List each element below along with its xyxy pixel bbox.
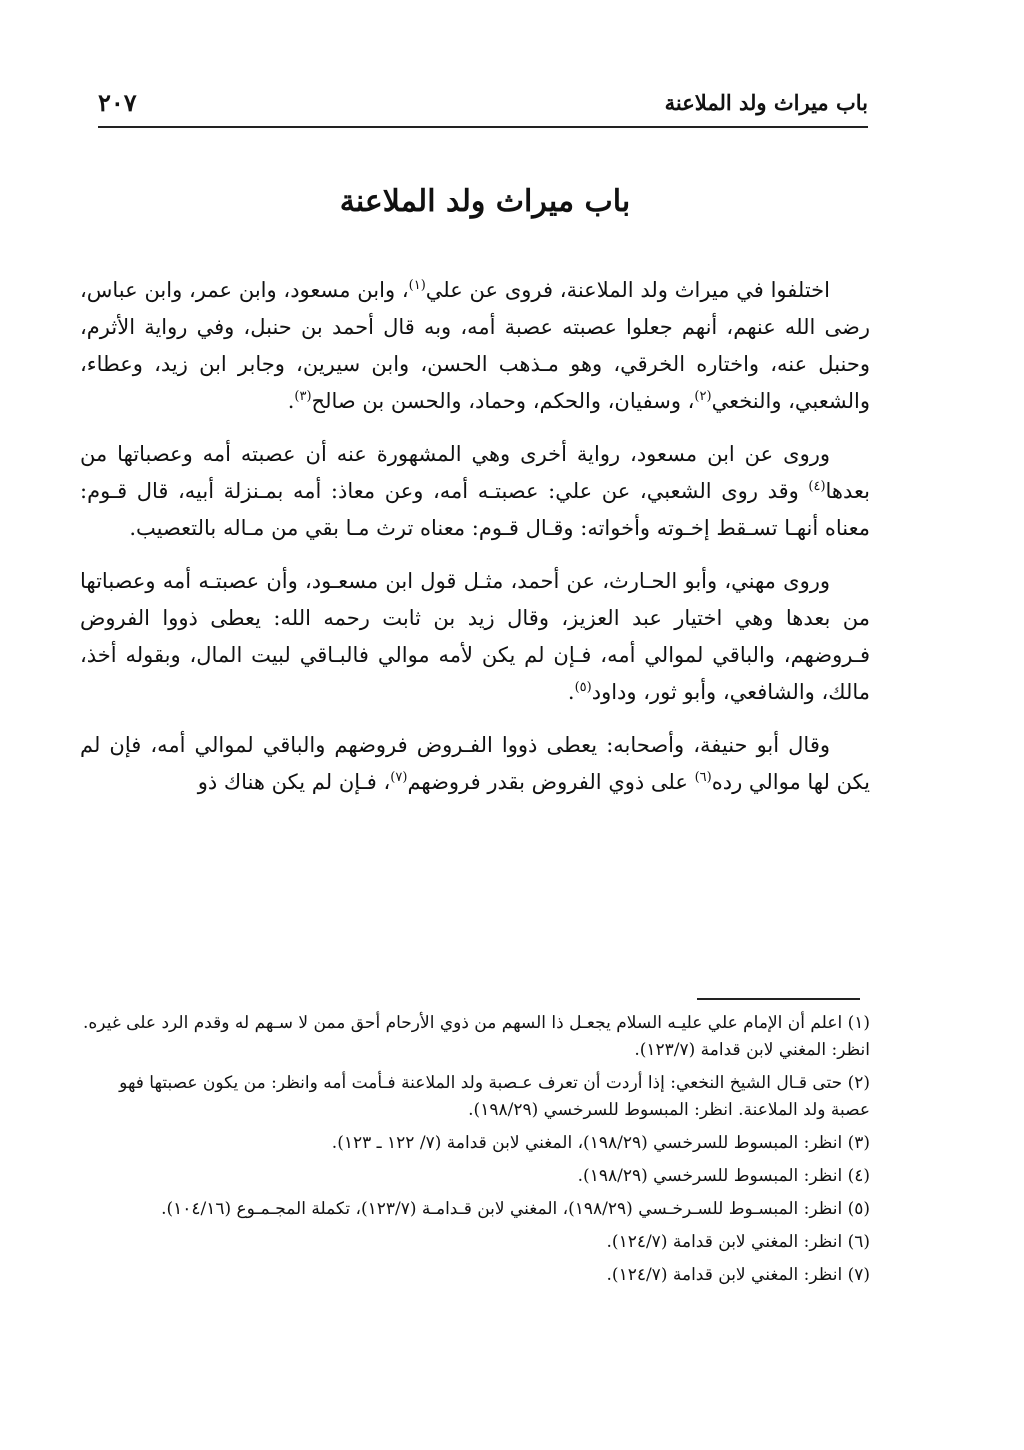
page-number: ٢٠٧ [98,88,137,117]
paragraph-text: اختلفوا في ميراث ولد الملاعنة، فروى عن علي [425,278,830,302]
footnote: (٦) انظر: المغني لابن قدامة (١٢٤/٧). [606,1232,870,1252]
paragraph-text: . [287,389,295,413]
paragraph-text: وقال أبو حنيفة، وأصحابه: يعطى ذووا الفـروض فروضهم والباقي لموالي أمه، فإن لم يكن لها موالي رده [80,733,870,794]
footnote-ref: (٣) [294,389,312,404]
paragraph-text: وقد روى الشعبي، عن علي: عصبتـه أمه، وعن معاذ: أمه بمـنزلة أبيه، قال قـوم: معناه أنهـا تسـقط إخـوته وأخواته: وقـال قـوم: معناه ترث مـا بقي من مـاله بالتعصيب. [80,479,870,540]
paragraph [80,727,870,801]
footnote: (١) اعلم أن الإمام علي عليـه السلام يجعـل ذا السهم من ذوي الأرحام أحق ممن لا سـهم له وقدم الرد على غيره. انظر: المغني لابن قدامة (١٢٣/٧). [83,1013,870,1060]
footnote-ref: (٦) [694,770,712,785]
paragraph-text: ، وابن مسعود، وابن عمر، وابن عباس، رضى الله عنهم، أنهم جعلوا عصبته عصبة أمه، وبه قال أحمد بن حنبل، وفي رواية الأثرم، وحنبل عنه، واختاره الخرقي، وهو مـذهب الحسن، وابن سيرين، وجابر ابن زيد، وعطاء، والشعبي، والنخعي [80,278,870,413]
footnote: (٥) انظر: المبسـوط للسـرخـسي (١٩٨/٢٩)، المغني لابن قـدامـة (١٢٣/٧)، تكملة المجـمـوع (١٠٤/١٦). [161,1199,870,1219]
footnote: (٤) انظر: المبسوط للسرخسي (١٩٨/٢٩). [577,1166,870,1186]
footnotes [80,1010,870,1295]
page-header [98,82,868,128]
footnote-ref: (١) [408,278,426,293]
footnote-ref: (٢) [694,389,712,404]
footnote: (٧) انظر: المغني لابن قدامة (١٢٤/٧). [606,1265,870,1285]
paragraph-text: ، وسفيان، والحكم، وحماد، والحسن بن صالح [311,389,695,413]
footnote-ref: (٥) [574,680,592,695]
paragraph-text: . [567,680,575,704]
footnote-ref: (٤) [808,479,826,494]
main-text [80,272,870,817]
footnote-ref: (٧) [390,770,408,785]
paragraph-text: وروى عن ابن مسعود، رواية أخرى وهي المشهورة عنه أن عصبته أمه وعصباتها من بعدها [80,442,870,503]
paragraph-text: وروى مهني، وأبو الحـارث، عن أحمد، مثـل قول ابن مسعـود، وأن عصبتـه أمه وعصباتها من بعدها وهي اختيار عبد العزيز، وقال زيد بن ثابت رحمه الله: يعطى ذووا الفروض فـروضهم، والباقي لموالي أمه، فـإن لم يكن لأمه موالي فالبـاقي لبيت المال، وبقوله أخذ، مالك، والشافعي، وأبو ثور، وداود [80,569,870,704]
footnote-divider [697,998,860,1000]
paragraph-text: ، فـإن لم يكن هناك ذو [197,770,391,794]
paragraph [80,563,870,711]
paragraph [80,436,870,547]
footnote: (٣) انظر: المبسوط للسرخسي (١٩٨/٢٩)، المغني لابن قدامة (٧/ ١٢٢ ـ ١٢٣). [331,1133,870,1153]
paragraph [80,272,870,420]
running-title: باب ميراث ولد الملاعنة [664,90,868,115]
footnote: (٢) حتى قـال الشيخ النخعي: إذا أردت أن تعرف عـصبة ولد الملاعنة فـأمت أمه وانظر: من يكون عصبتها فهو عصبة ولد الملاعنة. انظر: المبسوط للسرخسي (١٩٨/٢٩). [119,1073,870,1120]
paragraph-text: على ذوي الفروض بقدر فروضهم [407,770,695,794]
chapter-title: باب ميراث ولد الملاعنة [339,184,631,219]
